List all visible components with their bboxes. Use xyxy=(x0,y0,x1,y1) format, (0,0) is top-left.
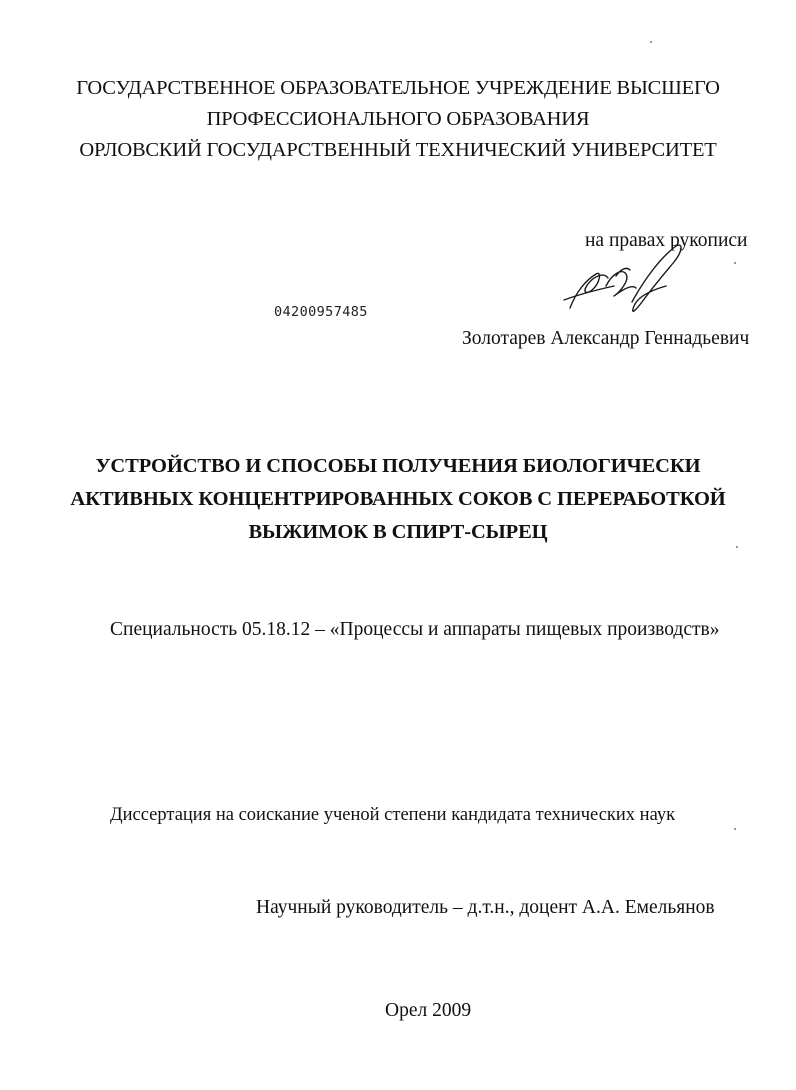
specialty: Специальность 05.18.12 – «Процессы и аппараты пищевых производств» xyxy=(110,619,720,640)
institution-line-3: ОРЛОВСКИЙ ГОСУДАРСТВЕННЫЙ ТЕХНИЧЕСКИЙ УНИВЕРСИТЕТ xyxy=(79,139,717,161)
degree-statement: Диссертация на соискание ученой степени кандидата технических наук xyxy=(110,805,676,825)
institution-line-1: ГОСУДАРСТВЕННОЕ ОБРАЗОВАТЕЛЬНОЕ УЧРЕЖДЕНИЕ ВЫСШЕГО xyxy=(76,77,720,99)
title-line-2: АКТИВНЫХ КОНЦЕНТРИРОВАННЫХ СОКОВ С ПЕРЕРАБОТКОЙ xyxy=(70,488,726,510)
supervisor: Научный руководитель – д.т.н., доцент А.А. Емельянов xyxy=(256,897,715,918)
scan-speck xyxy=(650,41,652,43)
title-line-3: ВЫЖИМОК В СПИРТ-СЫРЕЦ xyxy=(248,521,548,543)
place-year: Орел 2009 xyxy=(385,1000,472,1021)
author-signature xyxy=(556,240,686,318)
scan-speck xyxy=(734,828,736,830)
manuscript-note: на правах рукописи xyxy=(585,230,748,251)
scan-speck xyxy=(736,546,738,548)
institution-line-2: ПРОФЕССИОНАЛЬНОГО ОБРАЗОВАНИЯ xyxy=(206,108,590,130)
scan-speck xyxy=(734,262,736,264)
author-name: Золотарев Александр Геннадьевич xyxy=(462,328,750,349)
title-line-1: УСТРОЙСТВО И СПОСОБЫ ПОЛУЧЕНИЯ БИОЛОГИЧЕСКИ xyxy=(95,455,701,477)
catalog-code: 04200957485 xyxy=(274,304,368,320)
